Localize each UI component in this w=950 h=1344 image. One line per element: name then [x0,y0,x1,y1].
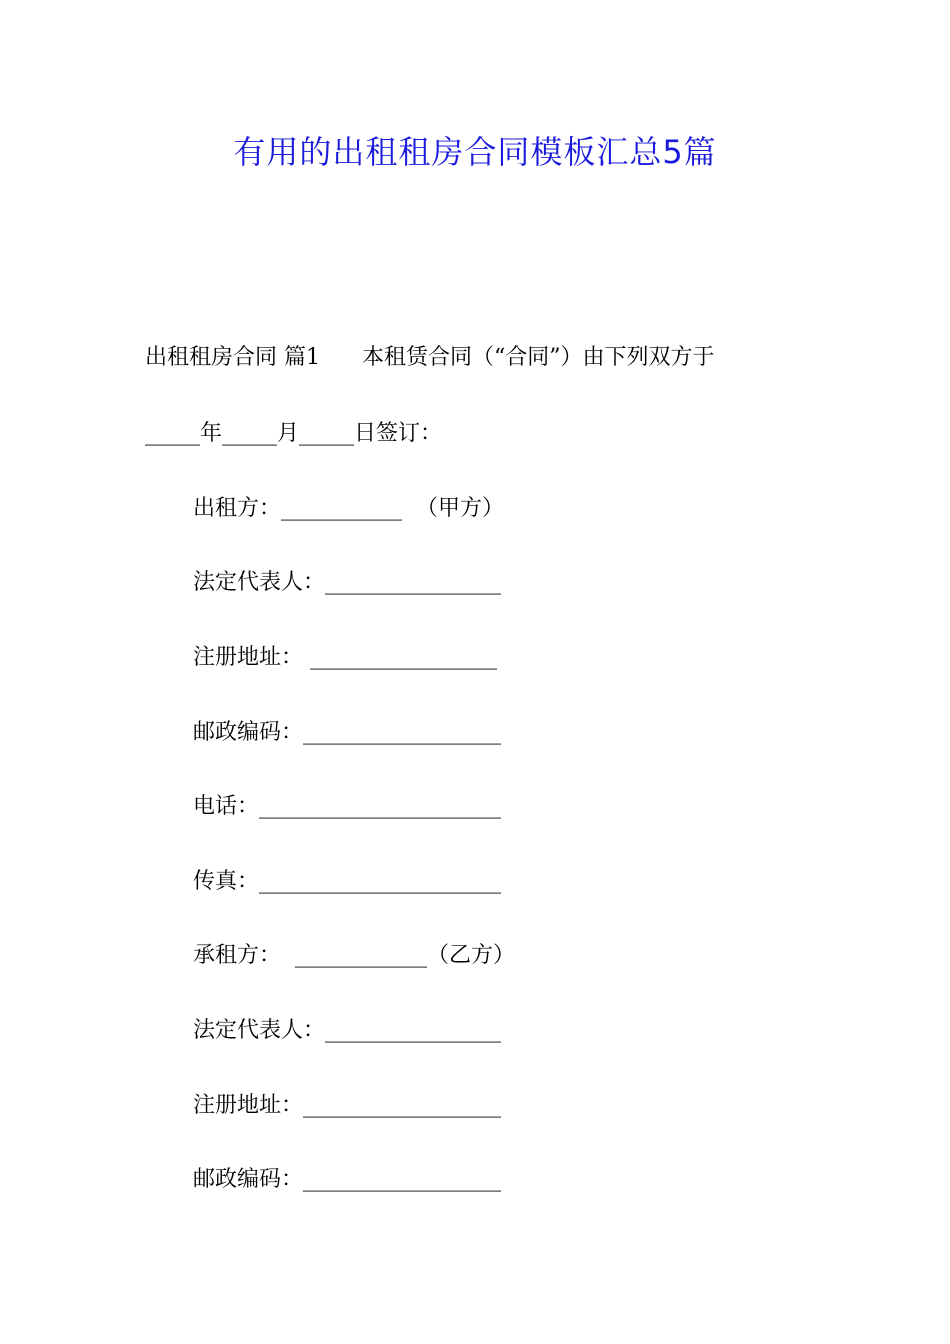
contract-intro-line: 出租租房合同 篇1 本租赁合同（“合同”）由下列双方于 [145,345,715,370]
lessor-field: 出租方：___________ （甲方） [193,496,504,521]
lessee-address-field: 注册地址：__________________ [193,1093,502,1118]
lessee-legal-rep-field: 法定代表人：________________ [193,1018,502,1043]
lessor-postcode-field: 邮政编码：__________________ [193,720,502,745]
signing-date-line: _____年_____月_____日签订： [145,421,443,446]
lessor-phone-field: 电话：______________________ [193,794,502,819]
lessor-address-field: 注册地址： _________________ [193,645,497,670]
lessor-fax-field: 传真：______________________ [193,869,502,894]
lessor-legal-rep-field: 法定代表人：________________ [193,570,502,595]
lessee-field: 承租方： ____________（乙方） [193,943,515,968]
document-title: 有用的出租租房合同模板汇总5篇 [233,133,717,171]
lessee-postcode-field: 邮政编码：__________________ [193,1167,502,1192]
